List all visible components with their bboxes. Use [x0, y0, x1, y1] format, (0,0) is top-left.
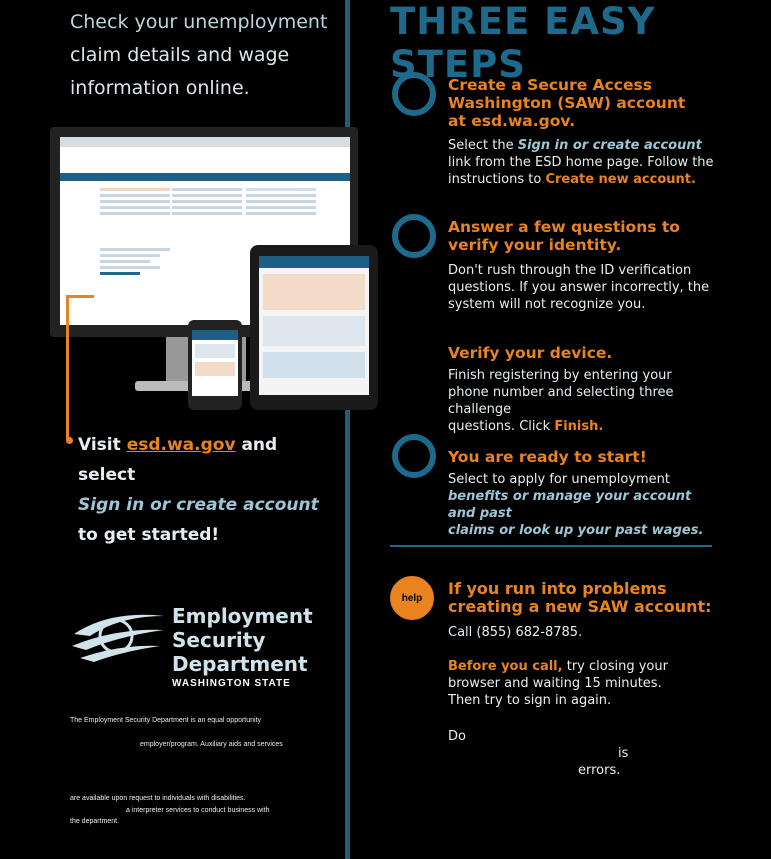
aux-aids-text: employer/program. Auxiliary aids and services: [140, 741, 283, 748]
step-3-heading: You are ready to start!: [448, 448, 647, 466]
section-separator: [390, 545, 712, 547]
intro-text: [70, 6, 340, 105]
tty-text: are available upon request to individuals with disabilities.: [70, 795, 246, 802]
pointer-line-vertical: [66, 295, 69, 440]
problems-note: Do is errors.: [448, 729, 629, 778]
esd-link[interactable]: esd.wa.gov: [126, 435, 236, 455]
step-3-body: Select to apply for unemployment benefits or manage your account and past claims or look up your past wages.: [448, 472, 704, 538]
logo-line-3: Department: [172, 652, 308, 676]
logo-wordmark: [172, 604, 313, 676]
step-2-heading: Answer a few questions to verify your identity.: [448, 218, 680, 254]
logo-line-2: Security: [172, 628, 266, 652]
steps-title: THREE EASY STEPS: [390, 0, 656, 86]
browser-bar: [60, 137, 350, 147]
visit-callout: [78, 430, 328, 550]
interpreter-text: a interpreter services to conduct business with: [126, 807, 270, 814]
logo-line-1: Employment: [172, 604, 313, 628]
visit-last: to get started!: [78, 525, 220, 545]
problems-heading: If you run into problems creating a new SAW account:: [448, 579, 712, 616]
step-2b-heading: Verify your device.: [448, 344, 613, 362]
intro-line-2: claim details and wage: [70, 44, 290, 66]
step-2-body: Don't rush through the ID verification questions. If you answer incorrectly, the system will not recognize you.: [448, 263, 710, 312]
step-1-body: Select the Sign in or create account link from the ESD home page. Follow the instructions to Create new account.: [448, 138, 714, 187]
step-1-heading: Create a Secure Access Washington (SAW) account at esd.wa.gov.: [448, 76, 686, 130]
phone-screen: [192, 330, 238, 396]
visit-pre: Visit: [78, 435, 121, 455]
site-column-employers: [246, 185, 316, 225]
logo-subtitle: WASHINGTON STATE: [172, 678, 291, 689]
intro-line-3: information online.: [70, 77, 250, 99]
problems-before: Before you call, try closing your browser and waiting 15 minutes. Then try to sign in again.: [448, 659, 668, 708]
help-badge: help: [390, 576, 434, 620]
site-header: [60, 147, 350, 173]
esd-logo-icon: [70, 606, 166, 666]
eo-statement: The Employment Security Department is an equal opportunity: [70, 717, 262, 724]
step-2-badge: [392, 214, 436, 258]
visit-em: Sign in or create account: [78, 495, 319, 515]
site-signin-section: [100, 245, 250, 305]
step-2b-body: Finish registering by entering your phone number and selecting three challenge questions. Click Finish.: [448, 368, 674, 434]
intro-line-1: Check your unemployment: [70, 11, 328, 33]
problems-call: Call (855) 682-8785.: [448, 625, 583, 640]
visit-post: and select: [78, 435, 278, 485]
step-3-badge: [392, 434, 436, 478]
step-1-badge: [392, 72, 436, 116]
site-column-jobs: [172, 185, 242, 225]
site-nav: [60, 173, 350, 181]
pointer-line-horizontal: [66, 295, 94, 298]
pointer-dot: [66, 437, 73, 444]
department-text: the department.: [70, 818, 120, 825]
site-column-unemployment: [100, 185, 170, 225]
tablet-screen: [259, 256, 369, 395]
